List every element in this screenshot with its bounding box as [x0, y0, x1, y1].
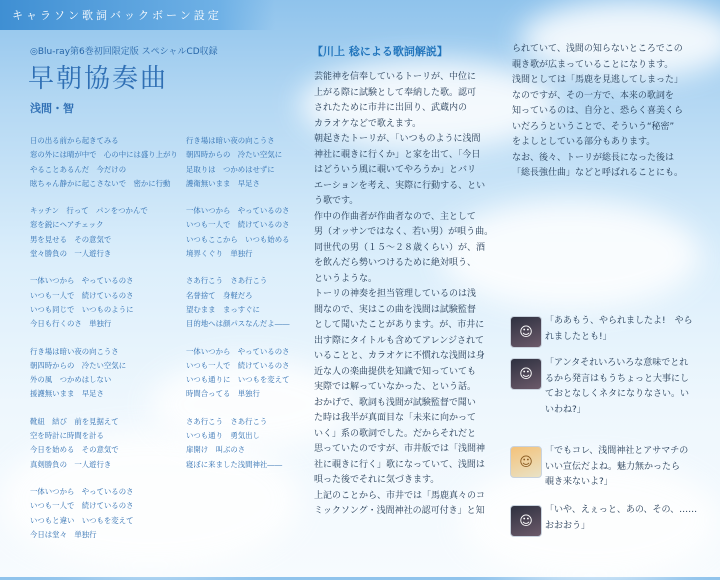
commentary-line: いることと、カラオケに不慣れな浅間は身 — [314, 351, 485, 361]
dialog-line: 覗き来ないよ?」 — [545, 477, 613, 487]
lyrics-stanza — [186, 415, 326, 472]
commentary-line: されたために市井に出回り、武蔵内の — [314, 103, 468, 113]
lyrics-column-right — [186, 134, 326, 485]
dialog-line: いわね?」 — [545, 404, 586, 415]
lyric-line: いつも同じで いつものように — [30, 304, 134, 314]
lyrics-stanza — [30, 274, 170, 331]
lyric-line: 一体いつから やっているのさ — [186, 206, 290, 216]
lyric-line: いつもと違い いつもを変えて — [30, 515, 134, 525]
commentary-line: 浅間としては「馬鹿を見逃してしまった」 — [512, 75, 684, 85]
lyric-line: いつも通りに いつもを変えて — [186, 375, 290, 385]
dialog-line: 「アンタそれいろいろな意味でとれ — [545, 358, 689, 368]
chibi-dark-hair-icon: ☺ — [510, 316, 542, 348]
commentary-line: 芸能神を信奉しているトーリが、中位に — [314, 72, 477, 82]
lyric-line: やることあるんだ 今だけの — [30, 164, 127, 174]
dialog-text — [545, 356, 715, 418]
chibi-dark-hair-icon: ☺ — [510, 358, 542, 390]
lyric-line: 朝四時からの 冷たい空気に — [30, 360, 127, 370]
lyric-line: さあ行こう さあ行こう — [186, 276, 268, 286]
commentary-line: 上記のことから、市井では「馬鹿真々のコ — [314, 490, 486, 501]
dialog-text — [545, 314, 715, 345]
lyrics-stanza — [30, 415, 170, 472]
lyrics-stanza — [186, 134, 326, 191]
commentary-line: 唄った後でそれに気づきます。 — [314, 475, 440, 485]
header-band — [0, 0, 275, 30]
dialog-entry — [510, 356, 715, 415]
commentary-line: 社に覗きに行く」歌になっていて、浅間は — [314, 459, 485, 470]
lyric-line: 護衛無いまま 早足さ — [186, 178, 260, 188]
dialog-line: 「いや、えぇっと、あの、その、…… — [545, 505, 698, 515]
release-note: ◎Blu-ray第6巻初回限定版 スペシャルCD収録 — [30, 47, 218, 57]
commentary-line: 思っていたのですが、市井版では「浅間神 — [314, 444, 486, 454]
commentary-line: を飲んだら勢いつけるために絶対唄う、 — [314, 258, 477, 268]
lyric-line: 眩ちゃん静かに起こさないで 密かに行動 — [30, 178, 171, 188]
lyric-line: 行き場は暗い夜の向こうさ — [186, 136, 275, 145]
commentary-line: 上がる際に試験として奉納した歌。認可 — [314, 87, 477, 98]
lyric-line: 名誉捨て 身軽だろ — [186, 290, 253, 300]
dialog-line: 「ああもう、やられましたよ! やら — [545, 316, 693, 326]
commentary-line: をよしとしている部分もあります。 — [512, 137, 656, 147]
commentary-line: う歌です。 — [314, 196, 359, 206]
lyrics-stanza — [30, 345, 170, 402]
commentary-line: 男（オッサンではなく、若い男）が唄う曲。 — [314, 227, 494, 237]
lyric-line: 日の出る前から起きてみる — [30, 136, 119, 145]
dialog-line: 「でもコレ、浅間神社とアサマチの — [545, 446, 689, 456]
commentary-line: 間なので、実はこの曲を浅間は試験監督 — [314, 304, 476, 315]
lyrics-stanza — [30, 134, 178, 191]
commentary-line: というような。 — [314, 273, 378, 284]
lyric-line: 窓の外には晴が中で 心の中には盛り上がり — [30, 150, 178, 160]
commentary-line: 実際では解っていなかった、という話。 — [314, 382, 477, 392]
dialog-entry — [510, 503, 715, 551]
commentary-line: ミックソング・浅間神社の認可付き」と知 — [314, 506, 485, 516]
commentary-line: 朝起きたトーリが、「いつものように浅間 — [314, 134, 481, 144]
commentary-column-right — [512, 42, 708, 182]
dialog-entry — [510, 444, 715, 492]
commentary-line: た時は我半が真面目な「未来に向かって — [314, 413, 477, 423]
lyric-line: 真剣勝負の 一人遊行き — [30, 459, 112, 469]
lyric-line: いつも一人で 続けているのさ — [30, 501, 134, 511]
lyrics-stanza — [186, 274, 326, 331]
lyric-line: 目的地へは颜パスなんだよ―― — [186, 319, 290, 329]
lyric-line: 男を見せる その意気で — [30, 234, 112, 244]
lyric-line: 援護無いまま 早足さ — [30, 389, 104, 399]
lyric-line: 朝四時からの 冷たい空気に — [186, 150, 283, 160]
dialog-line: いい宣伝だよね。魅力無かったら — [545, 461, 681, 472]
lyric-line: いつもここから いつも始める — [186, 234, 290, 244]
dialog-line: れましたとも!」 — [545, 331, 612, 342]
lyric-line: いつも一人で 続けているのさ — [186, 220, 290, 230]
lyric-line: いつも一人で 続けているのさ — [186, 360, 290, 370]
lyric-line: キッチン 行って パンをつかんで — [30, 206, 148, 216]
commentary-column-left — [314, 70, 508, 520]
commentary-line: カラオケなどで歌えます。 — [314, 118, 422, 129]
commentary-line: いく」系の歌詞でした。だからそれだと — [314, 428, 477, 439]
commentary-line: トーリの神奏を担当管理しているのは浅 — [314, 289, 477, 299]
lyric-line: 足取りは つかめはせずに — [186, 164, 275, 174]
commentary-line: エーションを考え、実際に行動する、とい — [314, 180, 486, 191]
lyric-line: 靴紐 結び 前を見据えて — [30, 416, 119, 426]
dialog-text — [545, 503, 715, 534]
lyrics-stanza — [30, 204, 170, 261]
lyric-line: 空を時計に時間を計る — [30, 431, 104, 441]
commentary-line: なお、後々、トーリが総長になった後は — [512, 152, 675, 163]
lyric-line: いつも通り 勇気出し — [186, 431, 260, 441]
commentary-line: なのですが、その一方で、本来の歌詞を — [512, 90, 674, 101]
commentary-line: 神社に覗きに行くか」と家を出て、「今日 — [314, 149, 481, 160]
lyric-line: 寝ぼに来ました浅間神社―― — [186, 459, 283, 469]
song-title: 早朝協奏曲 — [28, 64, 169, 94]
lyric-line: 窓を鋭にヘアチェック — [30, 220, 104, 230]
lyric-line: 堂々勝負の 一人遊行き — [30, 249, 112, 259]
chibi-blonde-hair-icon: ☺ — [510, 446, 542, 478]
lyrics-column-left — [30, 134, 178, 555]
lyric-line: 一体いつから やっているのさ — [186, 346, 290, 356]
lyric-line: いつも一人で 続けているのさ — [30, 290, 134, 300]
lyrics-stanza — [30, 485, 170, 542]
lyric-line: 今日も行くのさ 単独行 — [30, 319, 112, 329]
dialog-line: るから発言はもうちょっと大事にし — [545, 373, 690, 384]
lyric-line: 一体いつから やっているのさ — [30, 276, 134, 286]
lyric-line: 行き場は暗い夜の向こうさ — [30, 346, 119, 356]
song-author: 浅間・智 — [30, 102, 74, 115]
dialog-line: ておとなしくネタになりなさい。い — [545, 389, 690, 399]
dialog-line: おおおう」 — [545, 520, 591, 531]
lyric-line: 境界くぐり 単独行 — [186, 249, 253, 259]
commentary-line: 出す際にタイトルも含めてアレンジされて — [314, 335, 485, 346]
lyrics-stanza — [186, 204, 326, 261]
lyric-line: 扉開け 叫ぶのさ — [186, 445, 246, 455]
commentary-line: 同世代の男（１５～２８歳くらい）が、酒 — [314, 242, 486, 253]
commentary-line: 近な人の楽曲提供を知識で知っていても — [314, 366, 477, 377]
commentary-line: 覗き歌が広まっていることになります。 — [512, 59, 674, 70]
commentary-line: おかげで、歌詞も浅間が試験監督で聞い — [314, 397, 476, 408]
commentary-line: いだろうということで、そういう“秘密” — [512, 121, 675, 132]
commentary-title: 【川上 稔による歌詞解説】 — [312, 45, 448, 58]
lyric-line: 一体いつから やっているのさ — [30, 486, 134, 496]
lyric-line: 望むまま まっすぐに — [186, 304, 260, 314]
dialog-text — [545, 444, 715, 491]
dialog-entry — [510, 314, 715, 362]
lyric-line: さあ行こう さあ行こう — [186, 416, 268, 426]
header-band-label: キャラソン歌詞バックボーン設定 — [12, 9, 222, 22]
commentary-line: 作中の作曲者が作曲者なので、主として — [314, 211, 476, 222]
commentary-line: はどういう風に覗いてやろうか」とバリ — [314, 165, 477, 175]
lyrics-stanza — [186, 345, 326, 402]
commentary-line: 知っているのは、自分と、恐らく喜美くら — [512, 106, 684, 116]
lyric-line: 時間合ってる 単独行 — [186, 389, 260, 399]
commentary-line: られていて、浅間の知らないところでこの — [512, 44, 683, 54]
lyric-line: 今日を始める その意気で — [30, 445, 119, 455]
lyric-line: 今日は堂々 単独行 — [30, 529, 97, 539]
chibi-dark-hair-icon: ☺ — [510, 505, 542, 537]
lyric-line: 外の風 つかめはしない — [30, 375, 112, 385]
commentary-line: 「総長強仕曲」などと呼ばれることにも。 — [512, 168, 684, 178]
commentary-line: として聞いたことがあります。が、市井に — [314, 320, 485, 330]
